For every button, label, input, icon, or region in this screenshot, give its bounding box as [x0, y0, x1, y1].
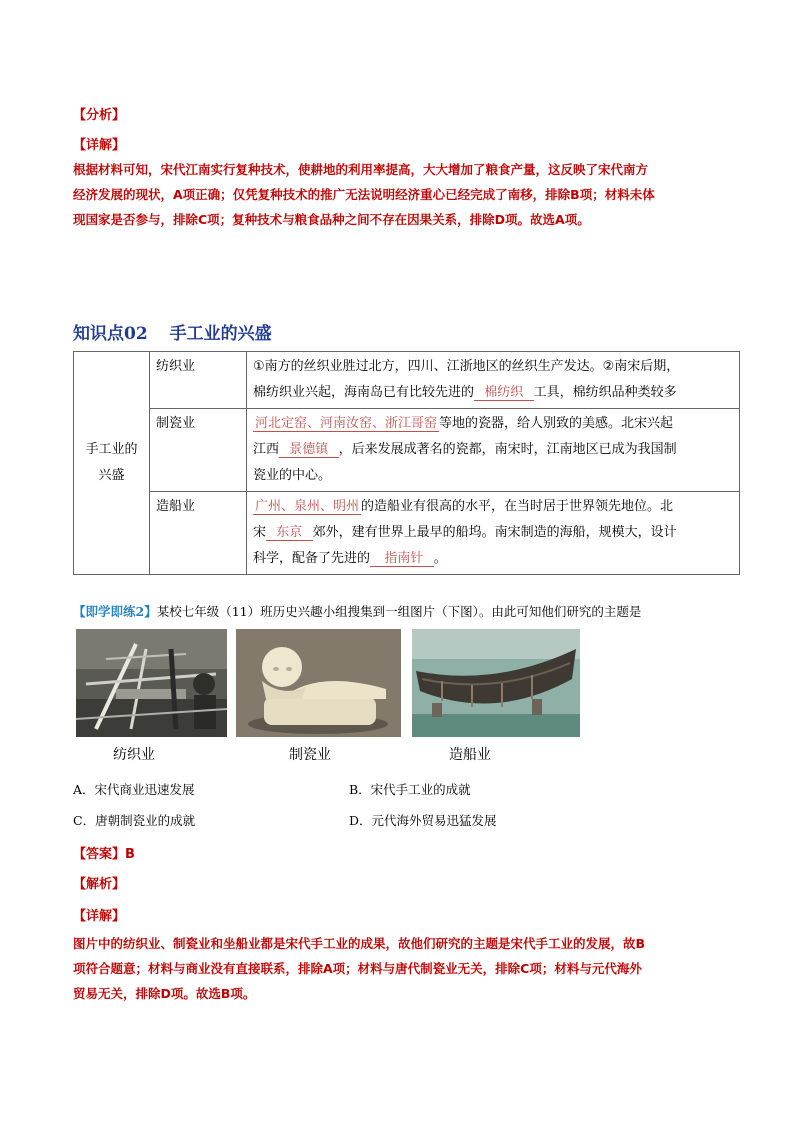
content-text: 的造船业有很高的水平，在当时居于世界领先地位。北 [361, 499, 674, 514]
loom-photo [76, 629, 227, 737]
content-text: 郊外，建有世界上最早的船坞。南宋制造的海船，规模大，设计 [312, 525, 677, 540]
sub-category-cell: 纺织业 [150, 352, 247, 409]
photo-caption: 制瓷业 [289, 747, 331, 763]
fill-blank-answer: 棉纺织 [474, 385, 534, 401]
content-line: 瓷业的中心。 [253, 468, 332, 483]
fill-blank-answer: 指南针 [370, 551, 434, 567]
fill-blank-answer: 东京 [266, 525, 313, 541]
porcelain-pillow-photo [236, 629, 401, 737]
content-text: 江西 [253, 442, 280, 457]
ship-model-photo [412, 629, 580, 737]
sub-category-cell: 制瓷业 [150, 409, 247, 492]
option-a: A．宋代商业迅速发展 [73, 782, 195, 797]
photo-caption: 纺织业 [113, 747, 155, 763]
exercise-question [73, 602, 641, 620]
knowledge-point-heading [73, 319, 272, 344]
fill-blank-answer: 景德镇 [279, 442, 339, 458]
main-category-line: 兴盛 [98, 468, 125, 483]
content-text: 等地的瓷器，给人别致的美感。北宋兴起 [439, 416, 674, 431]
content-line [253, 437, 733, 463]
content-text: 科学，配备了先进的 [253, 551, 371, 566]
detail-label: 【详解】 [73, 138, 126, 153]
sub-category-cell: 造船业 [150, 492, 247, 575]
knowledge-table [73, 351, 740, 575]
content-line [253, 520, 733, 546]
paragraph-line: 现国家是否参与，排除C项；复种技术与粮食品种之间不存在因果关系，排除D项。故选A项。 [73, 212, 590, 227]
paragraph-line: 项符合题意；材料与商业没有直接联系，排除A项；材料与唐代制瓷业无关，排除C项；材料与元代海外 [73, 961, 642, 976]
table-row [74, 409, 740, 492]
content-line: ①南方的丝织业胜过北方，四川、江浙地区的丝织生产发达。②南宋后期， [253, 359, 680, 374]
analysis-label: 【分析】 [73, 108, 126, 123]
knowledge-point-number: 知识点02 [73, 324, 148, 344]
fill-blank-answer: 广州、泉州、明州 [255, 499, 360, 514]
fill-blank-answer: 河北定窑、河南汝窑、浙江哥窑 [255, 416, 438, 431]
exercise-question-text: 某校七年级（11）班历史兴趣小组搜集到一组图片（下图）。由此可知他们研究的主题是 [156, 604, 642, 619]
paragraph-line: 图片中的纺织业、制瓷业和坐船业都是宋代手工业的成果，故他们研究的主题是宋代手工业的发展，故B [73, 936, 646, 951]
table-row [74, 492, 740, 575]
content-text: 棉纺织业兴起，海南岛已有比较先进的 [253, 385, 475, 400]
content-cell [247, 409, 740, 492]
content-line [253, 494, 733, 520]
table-row [74, 352, 740, 409]
main-category-line: 手工业的 [85, 442, 138, 457]
content-cell [247, 492, 740, 575]
explanation-label: 【解析】 [73, 877, 126, 892]
content-text: 。 [433, 551, 447, 566]
content-text: 工具，棉纺织品种类较多 [533, 385, 677, 400]
content-line [253, 380, 733, 406]
paragraph-line: 经济发展的现状，A项正确；仅凭复种技术的推广无法说明经济重心已经完成了南移，排除B项；材料未体 [73, 187, 655, 202]
exercise-tag: 【即学即练2】 [73, 604, 157, 619]
detail-label: 【详解】 [73, 909, 126, 924]
main-category-cell [74, 352, 150, 575]
content-cell [247, 352, 740, 409]
content-line [253, 546, 733, 572]
paragraph-line: 根据材料可知，宋代江南实行复种技术，使耕地的利用率提高，大大增加了粮食产量，这反映了宋代南方 [73, 162, 649, 177]
content-text: 宋 [253, 525, 267, 540]
option-c: C．唐朝制瓷业的成就 [73, 813, 196, 828]
detail-paragraph [73, 157, 733, 232]
knowledge-point-title: 手工业的兴盛 [169, 324, 272, 344]
paragraph-line: 贸易无关，排除D项。故选B项。 [73, 986, 256, 1001]
answer-label: 【答案】B [73, 847, 135, 862]
option-b: B．宋代手工业的成就 [349, 782, 471, 797]
photo-caption: 造船业 [449, 747, 491, 763]
content-text: ，后来发展成著名的瓷都，南宋时，江南地区已成为我国制 [338, 442, 677, 457]
option-d: D．元代海外贸易迅猛发展 [349, 813, 497, 828]
explanation-paragraph [73, 931, 733, 1006]
content-line [253, 411, 733, 437]
